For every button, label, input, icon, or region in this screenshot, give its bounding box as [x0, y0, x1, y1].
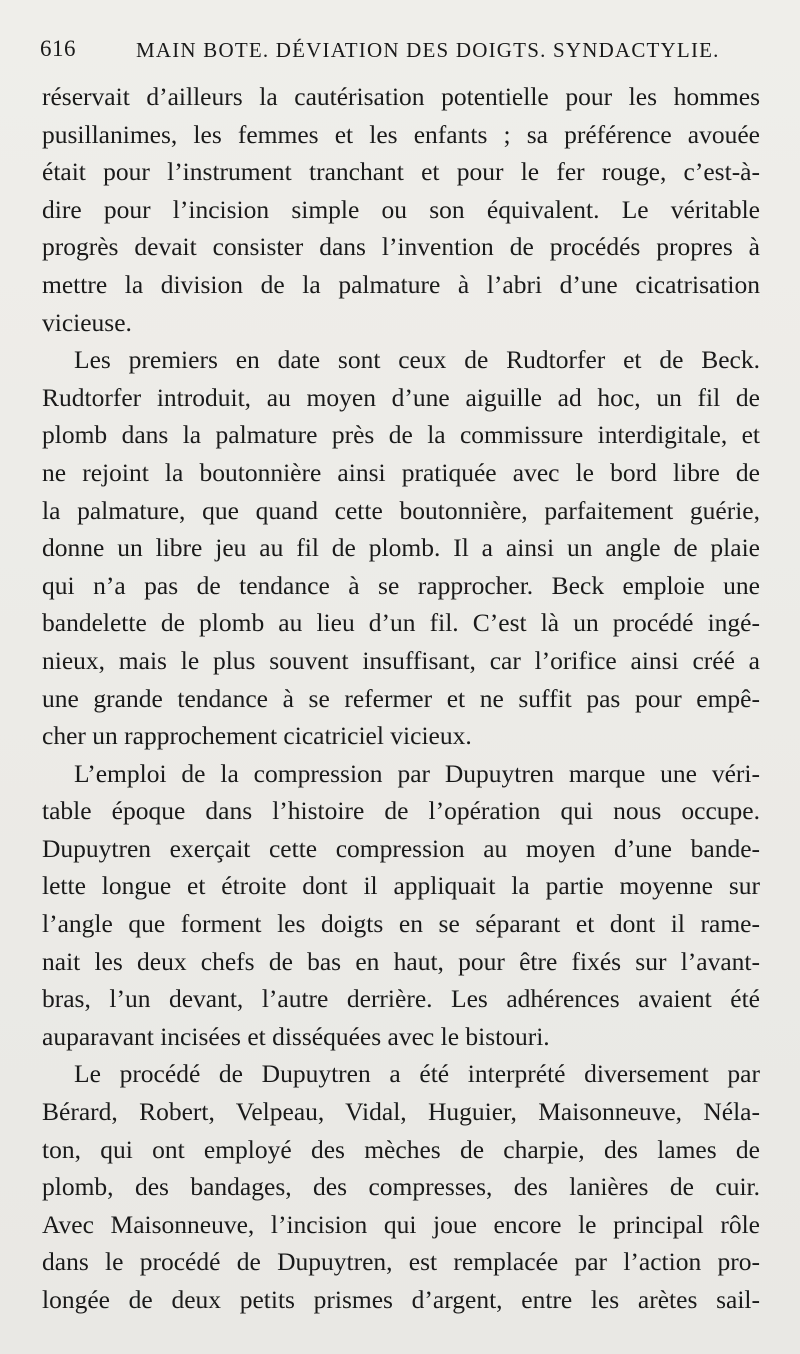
text-line: nieux, mais le plus souvent insuffisant, car l’orifice ainsi créé a [42, 645, 760, 675]
paragraph [42, 1055, 760, 1318]
text-line: était pour l’instrument tranchant et pour le fer rouge, c’est-à- [42, 157, 760, 187]
text-line: l’angle que forment les doigts en se séparant et dont il rame- [42, 909, 760, 939]
text-line: Le procédé de Dupuytren a été interprété diversement par [74, 1059, 760, 1089]
text-line: auparavant incisées et disséquées avec le bistouri. [42, 1021, 550, 1051]
text-line: une grande tendance à se refermer et ne suffit pas pour empê- [42, 683, 760, 713]
text-line: dire pour l’incision simple ou son équivalent. Le véritable [42, 194, 760, 224]
text-line: bandelette de plomb au lieu d’un fil. C’est là un procédé ingé- [42, 608, 760, 638]
text-line: plomb, des bandages, des compresses, des lanières de cuir. [42, 1172, 760, 1202]
text-line: progrès devait consister dans l’invention de procédés propres à [42, 232, 760, 262]
text-line: L’emploi de la compression par Dupuytren marque une véri- [74, 758, 760, 788]
page-number: 616 [40, 36, 76, 61]
text-line: vicieuse. [42, 307, 132, 337]
text-line: dans le procédé de Dupuytren, est remplacée par l’action pro- [42, 1247, 760, 1277]
text-line: Avec Maisonneuve, l’incision qui joue encore le principal rôle [42, 1209, 760, 1239]
text-line: Rudtorfer introduit, au moyen d’une aiguille ad hoc, un fil de [42, 382, 760, 412]
text-line: cher un rapprochement cicatriciel vicieux. [42, 721, 472, 751]
text-line: la palmature, que quand cette boutonnière, parfaitement guérie, [42, 495, 760, 525]
body-text [42, 78, 760, 1319]
page-header [40, 36, 760, 72]
text-line: bras, l’un devant, l’autre derrière. Les adhérences avaient été [42, 984, 760, 1014]
running-head: MAIN BOTE. DÉVIATION DES DOIGTS. SYNDACTYLIE. [136, 38, 720, 62]
paragraph [42, 341, 760, 755]
text-line: lette longue et étroite dont il appliquait la partie moyenne sur [42, 871, 760, 901]
text-line: Bérard, Robert, Velpeau, Vidal, Huguier, Maisonneuve, Néla- [42, 1097, 760, 1127]
text-line: Dupuytren exerçait cette compression au moyen d’une bande- [42, 833, 760, 863]
text-line: nait les deux chefs de bas en haut, pour être fixés sur l’avant- [42, 946, 760, 976]
paragraph [42, 78, 760, 341]
text-line: ne rejoint la boutonnière ainsi pratiquée avec le bord libre de [42, 457, 760, 487]
text-line: table époque dans l’histoire de l’opération qui nous occupe. [42, 796, 760, 826]
text-line: qui n’a pas de tendance à se rapprocher. Beck emploie une [42, 570, 760, 600]
text-line: Les premiers en date sont ceux de Rudtorfer et de Beck. [74, 345, 760, 375]
text-line: ton, qui ont employé des mèches de charpie, des lames de [42, 1134, 760, 1164]
text-line: longée de deux petits prismes d’argent, entre les arètes sail- [42, 1285, 760, 1314]
text-line: pusillanimes, les femmes et les enfants ; sa préférence avouée [42, 119, 760, 149]
paragraph [42, 755, 760, 1056]
text-line: plomb dans la palmature près de la commissure interdigitale, et [42, 420, 760, 450]
text-line: réservait d’ailleurs la cautérisation potentielle pour les hommes [42, 82, 760, 111]
text-line: mettre la division de la palmature à l’abri d’une cicatrisation [42, 269, 760, 299]
text-line: donne un libre jeu au fil de plomb. Il a ainsi un angle de plaie [42, 533, 760, 563]
